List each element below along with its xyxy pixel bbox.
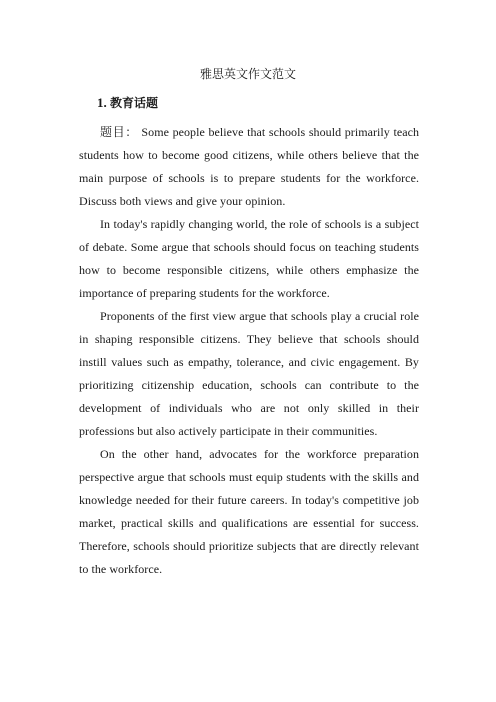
section-number: 1.: [97, 95, 107, 110]
page-title: 雅思英文作文范文: [199, 67, 296, 81]
section-heading: [97, 94, 158, 112]
section-title: 教育话题: [110, 96, 159, 110]
question-label: 题目：: [100, 125, 138, 139]
essay-body: [79, 121, 419, 581]
essay-paragraph-3: On the other hand, advocates for the workforce preparation perspective argue that schools must equip students with the skills and knowledge needed for their future careers. In today's competitive job market, practical skills and qualifications are essential for success. Therefore, schools should prioritize subjects that are directly relevant to the workforce.: [79, 447, 419, 576]
question-paragraph: [79, 121, 419, 213]
essay-paragraph-2: Proponents of the first view argue that schools play a crucial role in shaping responsible citizens. They believe that schools should instill values such as empathy, tolerance, and civic engagement. By prioritizing citizenship education, schools can contribute to the development of individuals who are not only skilled in their professions but also actively participate in their communities.: [79, 309, 419, 438]
essay-paragraph-1: In today's rapidly changing world, the role of schools is a subject of debate. Some argue that schools should focus on teaching students how to become responsible citizens, while others emphasize the importance of preparing students for the workforce.: [79, 217, 419, 300]
question-text: Some people believe that schools should primarily teach students how to become good citizens, while others believe that the main purpose of schools is to prepare students for the workforce. Discuss both views and give your opinion.: [79, 125, 420, 208]
